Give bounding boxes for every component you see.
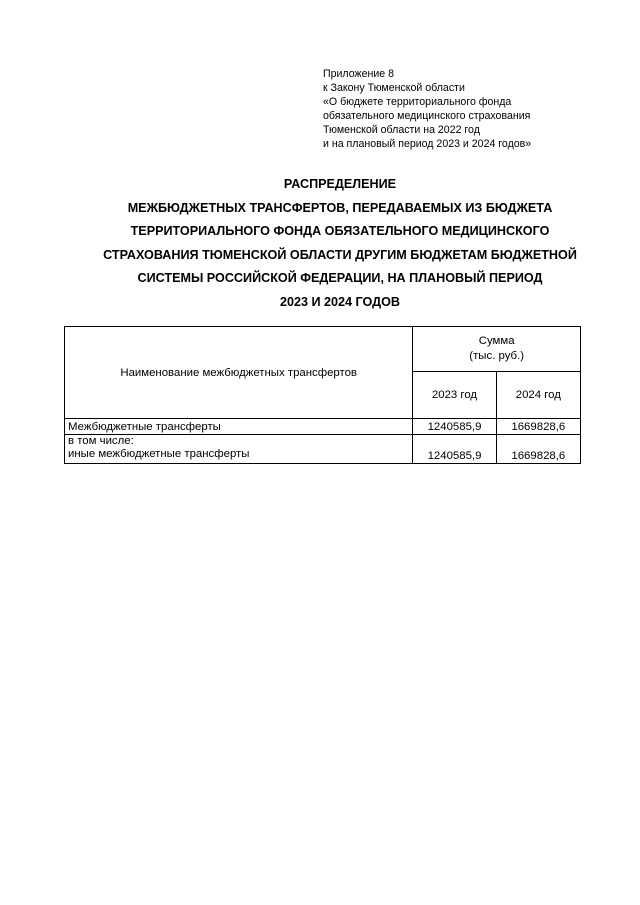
table-row: [65, 419, 581, 435]
appendix-line: обязательного медицинского страхования: [323, 109, 531, 122]
header-name-cell: Наименование межбюджетных трансфертов: [65, 327, 413, 419]
title-line: 2023 И 2024 ГОДОВ: [279, 294, 401, 309]
row-name-main: иные межбюджетные трансферты: [68, 448, 250, 460]
row-value-2024: 1669828,6: [496, 419, 580, 435]
row-value-2023: 1240585,9: [413, 419, 496, 435]
table-header-row: [65, 327, 581, 372]
header-year-2023: 2023 год: [413, 372, 496, 419]
appendix-line: и на плановый период 2023 и 2024 годов»: [323, 137, 532, 150]
appendix-line: Тюменской области на 2022 год: [323, 123, 480, 136]
appendix-line: к Закону Тюменской области: [323, 81, 465, 94]
header-sum-unit: (тыс. руб.): [469, 350, 525, 362]
table-row: [65, 435, 581, 464]
appendix-line: Приложение 8: [323, 68, 394, 80]
transfers-table: [64, 326, 581, 464]
header-sum-label: Сумма: [478, 335, 515, 347]
document-title: [60, 173, 620, 315]
title-line: СИСТЕМЫ РОССИЙСКОЙ ФЕДЕРАЦИИ, НА ПЛАНОВЫЙ ПЕРИОД: [137, 271, 543, 286]
row-name: Межбюджетные трансферты: [65, 419, 413, 435]
row-value-2023: 1240585,9: [413, 435, 496, 464]
header-sum-cell: [413, 327, 581, 372]
title-line: РАСПРЕДЕЛЕНИЕ: [283, 177, 397, 191]
row-name: [65, 435, 413, 464]
title-line: СТРАХОВАНИЯ ТЮМЕНСКОЙ ОБЛАСТИ ДРУГИМ БЮДЖЕТАМ БЮДЖЕТНОЙ: [103, 247, 577, 262]
appendix-note: [323, 68, 623, 151]
title-line: ТЕРРИТОРИАЛЬНОГО ФОНДА ОБЯЗАТЕЛЬНОГО МЕДИЦИНСКОГО: [130, 224, 550, 239]
row-name-prefix: в том числе:: [68, 435, 134, 447]
header-year-2024: 2024 год: [496, 372, 580, 419]
title-line: МЕЖБЮДЖЕТНЫХ ТРАНСФЕРТОВ, ПЕРЕДАВАЕМЫХ ИЗ БЮДЖЕТА: [127, 200, 553, 215]
appendix-line: «О бюджете территориального фонда: [323, 95, 512, 108]
row-value-2024: 1669828,6: [496, 435, 580, 464]
